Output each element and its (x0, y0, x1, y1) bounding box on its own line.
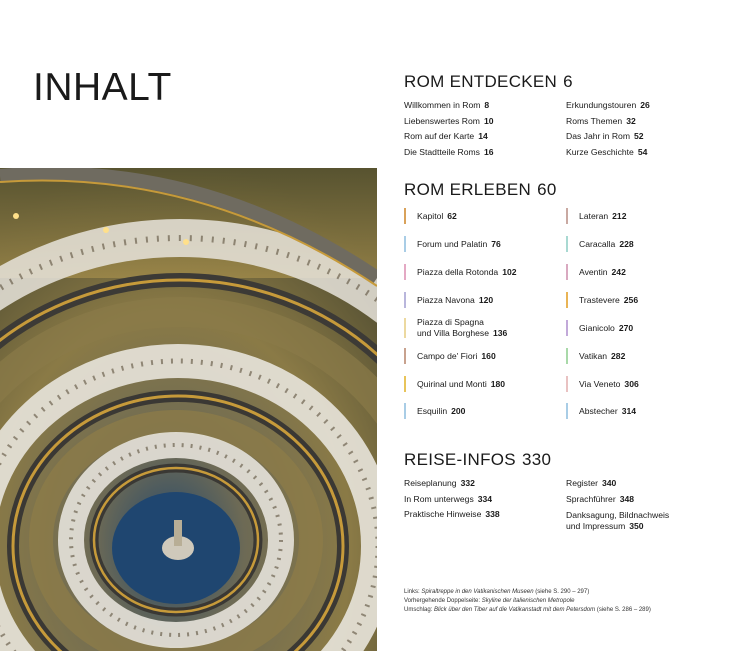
chapter-color-bar (566, 236, 568, 252)
toc-entry-page: 348 (619, 493, 635, 504)
chapter-color-bar (566, 376, 568, 392)
toc-entry-label: Roms Themen (566, 115, 623, 126)
chapter-page: 256 (623, 295, 639, 305)
toc-entry[interactable] (404, 492, 500, 508)
page-title: INHALT (33, 66, 172, 109)
chapter-page: 76 (491, 239, 501, 249)
caption-suffix: (siehe S. 290 – 297) (533, 589, 590, 595)
chapter-color-bar (566, 403, 568, 419)
chapter-page: 200 (451, 406, 466, 416)
toc-entry[interactable] (404, 507, 500, 523)
toc-entry-page: 26 (640, 100, 650, 110)
section-heading-discover-label: ROM ENTDECKEN (404, 72, 558, 91)
travel-list-left (404, 476, 500, 523)
chapter-label: Piazza della Rotonda (417, 267, 499, 277)
toc-entry-label: Das Jahr in Rom (566, 131, 630, 142)
toc-entry[interactable] (404, 476, 500, 492)
toc-entry-page: 16 (483, 146, 494, 157)
chapter-label: Aventin (579, 267, 608, 277)
discover-list-right (566, 98, 650, 160)
chapter-color-bar (404, 292, 406, 308)
toc-entry[interactable] (566, 114, 650, 130)
toc-entry-label: Register (566, 478, 598, 488)
toc-entry-label: Die Stadtteile Roms (404, 146, 480, 157)
caption-prefix: Links: (404, 589, 422, 595)
toc-entry[interactable] (404, 114, 494, 130)
toc-entry-label: In Rom unterwegs (404, 493, 474, 504)
toc-entry-page: 52 (634, 131, 644, 142)
toc-entry-label-line2: und Impressum (566, 520, 626, 531)
chapter-color-bar (404, 236, 406, 252)
toc-entry-page: 334 (477, 493, 493, 504)
chapter-page: 120 (478, 295, 494, 305)
section-heading-experience-label: ROM ERLEBEN (404, 180, 532, 199)
toc-entry-page: 332 (460, 478, 475, 488)
chapter-page: 212 (612, 211, 627, 221)
toc-entry-page: 340 (602, 478, 617, 488)
chapter-label: Esquilin (417, 406, 448, 416)
caption-italic: Blick über den Tiber auf die Vatikanstadt mit dem Petersdom (434, 607, 596, 613)
chapter-color-bar (566, 208, 568, 224)
caption-prefix: Umschlag: (404, 607, 435, 613)
chapter-page: 228 (619, 239, 634, 249)
toc-entry-label: Sprachführer (566, 493, 616, 504)
chapter-page: 102 (502, 267, 517, 277)
chapter-page: 62 (447, 211, 457, 221)
chapter-color-bar (566, 292, 568, 308)
toc-entry[interactable] (566, 476, 669, 492)
chapter-page: 314 (621, 406, 637, 416)
toc-entry-label: Reiseplanung (404, 478, 457, 488)
chapter-label: Campo de' Fiori (417, 351, 478, 361)
chapter-page: 306 (624, 379, 639, 389)
chapter-page: 242 (611, 267, 626, 277)
toc-entry-page: 10 (483, 115, 494, 126)
toc-entry-page: 8 (484, 100, 490, 110)
chapter-page: 282 (611, 351, 626, 361)
chapter-color-bar (404, 208, 406, 224)
chapter-label-line2: und Villa Borghese (417, 327, 489, 338)
section-heading-experience-page: 60 (537, 180, 557, 199)
photo-caption (404, 588, 651, 615)
chapter-label: Trastevere (579, 295, 620, 305)
toc-entry-page: 32 (626, 115, 636, 126)
toc-entry-label: Liebenswertes Rom (404, 115, 480, 126)
toc-entry[interactable] (566, 510, 669, 531)
toc-entry[interactable] (566, 145, 650, 161)
chapter-color-bar (566, 320, 568, 336)
chapter-label: Via Veneto (579, 379, 621, 389)
chapter-label: Lateran (579, 211, 609, 221)
toc-entry-page: 54 (637, 146, 648, 157)
section-heading-travel-page: 330 (521, 450, 552, 469)
toc-entry-page: 338 (485, 509, 500, 520)
spiral-staircase-photo (0, 168, 377, 651)
chapter-label: Kapitol (417, 211, 444, 221)
chapter-label-line1: Piazza di Spagna (417, 317, 484, 327)
chapter-page: 180 (490, 379, 506, 389)
caption-italic: Skyline der italienischen Metropole (481, 598, 575, 604)
chapter-label: Quirinal und Monti (417, 379, 487, 389)
toc-entry[interactable] (566, 98, 650, 114)
chapter-color-bar (404, 376, 406, 392)
toc-entry[interactable] (404, 98, 494, 114)
toc-entry-label: Willkommen in Rom (404, 100, 481, 110)
toc-entry-label: Kurze Geschichte (566, 146, 634, 157)
caption-line-3 (404, 606, 651, 615)
caption-line-2 (404, 597, 651, 606)
caption-prefix: Vorhergehende Doppelseite: (404, 598, 482, 604)
section-heading-travel-label: REISE-INFOS (404, 450, 516, 469)
section-heading-experience (404, 180, 557, 200)
toc-entry-label-line1: Danksagung, Bildnachweis (566, 510, 670, 521)
caption-italic: Spiraltreppe in den Vatikanischen Museen (421, 589, 534, 595)
chapter-label: Forum und Palatin (417, 239, 488, 249)
travel-list-right (566, 476, 669, 531)
chapter-color-bar (404, 403, 406, 419)
caption-line-1 (404, 588, 651, 597)
caption-suffix: (siehe S. 286 – 289) (595, 607, 651, 613)
toc-entry[interactable] (566, 129, 650, 145)
discover-list-left (404, 98, 494, 160)
toc-entry-label: Rom auf der Karte (404, 131, 475, 142)
toc-entry[interactable] (566, 492, 669, 508)
chapter-color-bar (404, 318, 406, 338)
section-heading-discover-page: 6 (563, 72, 573, 91)
toc-entry-label: Praktische Hinweise (404, 509, 482, 520)
chapter-color-bar (566, 264, 568, 280)
chapter-label: Gianicolo (579, 323, 615, 333)
chapter-color-bar (566, 348, 568, 364)
chapter-color-bar (404, 264, 406, 280)
toc-entry[interactable] (404, 145, 494, 161)
chapter-label: Caracalla (579, 239, 616, 249)
section-heading-travel (404, 450, 551, 470)
chapter-label: Vatikan (579, 351, 608, 361)
chapter-page: 160 (481, 351, 496, 361)
toc-entry-page: 350 (629, 520, 644, 531)
chapter-label: Abstecher (579, 406, 618, 416)
toc-entry-label: Erkundungstouren (566, 100, 637, 110)
chapter-color-bar (404, 348, 406, 364)
chapter-label: Piazza Navona (417, 295, 475, 305)
toc-entry-page: 14 (478, 131, 488, 142)
toc-entry[interactable] (404, 129, 494, 145)
chapter-page: 270 (618, 323, 634, 333)
chapter-page: 136 (493, 327, 508, 338)
section-heading-discover (404, 72, 573, 92)
